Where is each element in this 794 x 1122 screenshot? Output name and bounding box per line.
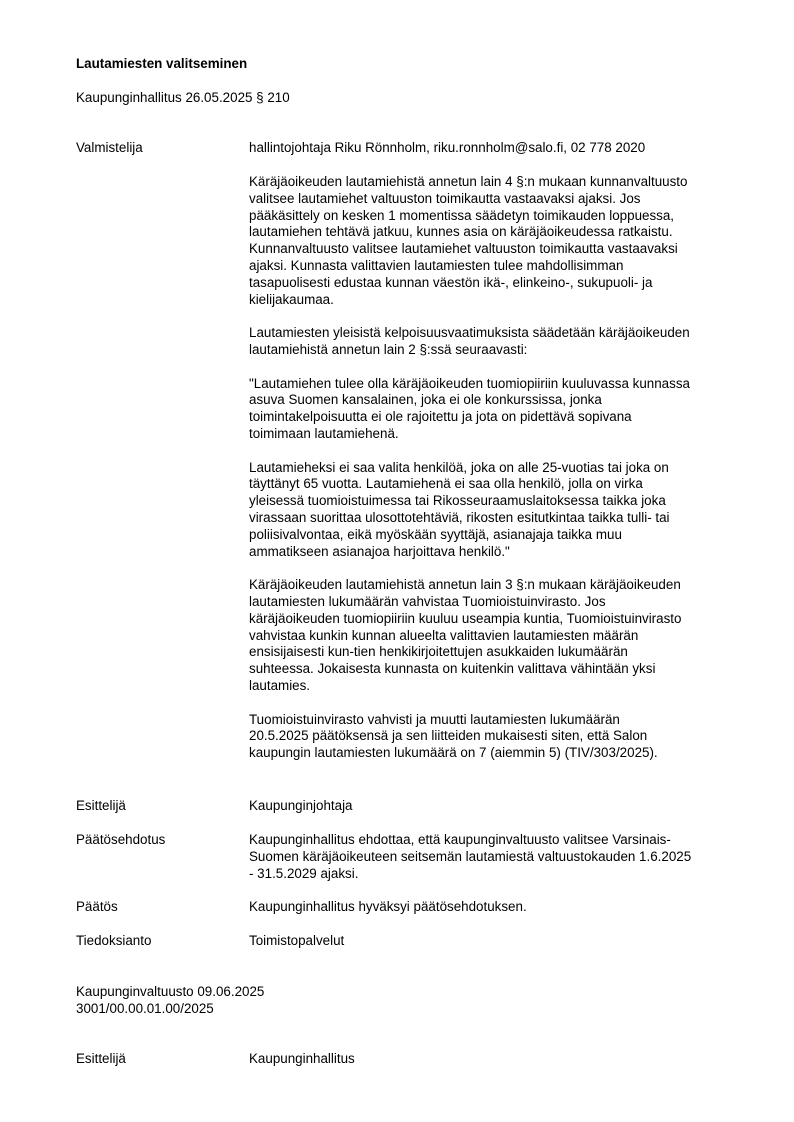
paragraph-line: tasapuolisesti edustaa kunnan väestön ikä-, elinkeino-, sukupuoli- ja — [249, 274, 653, 290]
paatosehdotus-line: Kaupunginhallitus ehdottaa, että kaupunginvaltuusto valitsee Varsinais- — [249, 832, 671, 847]
paragraph-line: ensisijaisesti kun-tien henkikirjoitettujen asukkaiden lukumäärän — [249, 644, 628, 660]
esittelija-label-2: Esittelijä — [76, 1051, 126, 1066]
paragraph-line: poliisivalvontaa, eikä myöskään syyttäjä, asianajaja taikka muu — [249, 526, 622, 542]
valmistelija-value: hallintojohtaja Riku Rönnholm, riku.ronnholm@salo.fi, 02 778 2020 — [249, 140, 646, 155]
paragraph-line: lautamiehen tehtävä jatkuu, kunnes asia on käräjäoikeudessa ratkaistu. — [249, 224, 673, 240]
paragraph — [249, 577, 749, 695]
paragraph-line: "Lautamiehen tulee olla käräjäoikeuden tuomiopiiriin kuuluvassa kunnassa — [249, 375, 690, 391]
paragraph — [249, 376, 749, 443]
preparation-text — [249, 174, 749, 762]
paatosehdotus-label: Päätösehdotus — [76, 832, 166, 847]
paragraph — [249, 325, 749, 359]
document-title: Lautamiesten valitseminen — [76, 56, 248, 71]
paragraph — [249, 712, 749, 762]
paragraph-line: ammatikseen asianajoa harjoittava henkilö." — [249, 543, 510, 559]
paragraph-line: Käräjäoikeuden lautamiehistä annetun lain 3 §:n mukaan käräjäoikeuden — [249, 577, 681, 593]
paragraph-line: 20.5.2025 päätöksensä ja sen liitteiden mukaisesti siten, että Salon — [249, 728, 648, 744]
paragraph-line: lautamies. — [249, 677, 311, 693]
paatosehdotus-text — [249, 832, 749, 882]
paragraph-line: asuva Suomen kansalainen, joka ei ole konkurssissa, jonka — [249, 392, 602, 408]
meeting-heading-kaupunginvaltuusto: Kaupunginvaltuusto 09.06.2025 — [76, 984, 265, 999]
paragraph-line: kielijakaumaa. — [249, 291, 334, 307]
paragraph-line: Lautamiesten yleisistä kelpoisuusvaatimuksista säädetään käräjäoikeuden — [249, 325, 690, 341]
paragraph-line: valitsee lautamiehet valtuuston toimikautta vastaavaksi ajaksi. Jos — [249, 190, 641, 206]
paragraph-line: Käräjäoikeuden lautamiehistä annetun lain 4 §:n mukaan kunnanvaltuusto — [249, 174, 688, 189]
paatos-label: Päätös — [76, 899, 118, 914]
paragraph-line: Lautamieheksi ei saa valita henkilöä, joka on alle 25-vuotias tai joka on — [249, 459, 669, 475]
diaarinumero: 3001/00.00.01.00/2025 — [76, 1001, 214, 1016]
paragraph-line: toimintakelpoisuutta ei ole rajoitettu ja jota on pidettävä sopivana — [249, 409, 632, 425]
paatosehdotus-line: - 31.5.2029 ajaksi. — [249, 865, 359, 881]
paragraph — [249, 460, 749, 561]
paatosehdotus-line: Suomen käräjäoikeuteen seitsemän lautamiestä valtuustokauden 1.6.2025 — [249, 848, 692, 864]
paragraph-line: pääkäsittely on kesken 1 momentissa säädetyn toimikauden loppuessa, — [249, 207, 675, 223]
paragraph-line: suhteessa. Jokaisesta kunnasta on kuitenkin valittava vähintään yksi — [249, 661, 656, 677]
paragraph-line: yleisessä tuomioistuimessa tai Rikosseuraamuslaitoksessa taikka joka — [249, 493, 666, 509]
paragraph-line: käräjäoikeuden tuomiopiiriin kuuluu useampia kuntia, Tuomioistuinvirasto — [249, 610, 682, 626]
paatos-value: Kaupunginhallitus hyväksyi päätösehdotuksen. — [249, 899, 527, 914]
tiedoksianto-value: Toimistopalvelut — [249, 933, 345, 948]
paragraph-line: lautamiehistä annetun lain 2 §:ssä seuraavasti: — [249, 341, 528, 357]
paragraph-line: Tuomioistuinvirasto vahvisti ja muutti lautamiesten lukumäärän — [249, 711, 620, 727]
paragraph-line: kaupungin lautamiesten lukumäärä on 7 (aiemmin 5) (TIV/303/2025). — [249, 745, 658, 761]
tiedoksianto-label: Tiedoksianto — [76, 933, 152, 948]
paragraph — [249, 174, 749, 308]
valmistelija-label: Valmistelija — [76, 140, 143, 155]
paragraph-line: ajaksi. Kunnasta valittavien lautamiesten tulee mahdollisimman — [249, 257, 624, 273]
esittelija-value-2: Kaupunginhallitus — [249, 1051, 355, 1066]
paragraph-line: toimimaan lautamiehenä. — [249, 425, 399, 441]
paragraph-line: virassaan suorittaa ulosottotehtäviä, rikosten esitutkintaa taikka tulli- tai — [249, 509, 670, 525]
esittelija-value: Kaupunginjohtaja — [249, 798, 353, 813]
paragraph-line: vahvistaa kunkin kunnan alueelta valittavien lautamiesten määrän — [249, 627, 639, 643]
meeting-heading-kaupunginhallitus: Kaupunginhallitus 26.05.2025 § 210 — [76, 90, 290, 105]
paragraph-line: Kunnanvaltuusto valitsee lautamiehet valtuuston toimikautta vastaavaksi — [249, 241, 678, 257]
esittelija-label: Esittelijä — [76, 798, 126, 813]
paragraph-line: lautamiesten lukumäärän vahvistaa Tuomioistuinvirasto. Jos — [249, 593, 606, 609]
paragraph-line: täyttänyt 65 vuotta. Lautamiehenä ei saa olla henkilö, jolla on virka — [249, 476, 643, 492]
